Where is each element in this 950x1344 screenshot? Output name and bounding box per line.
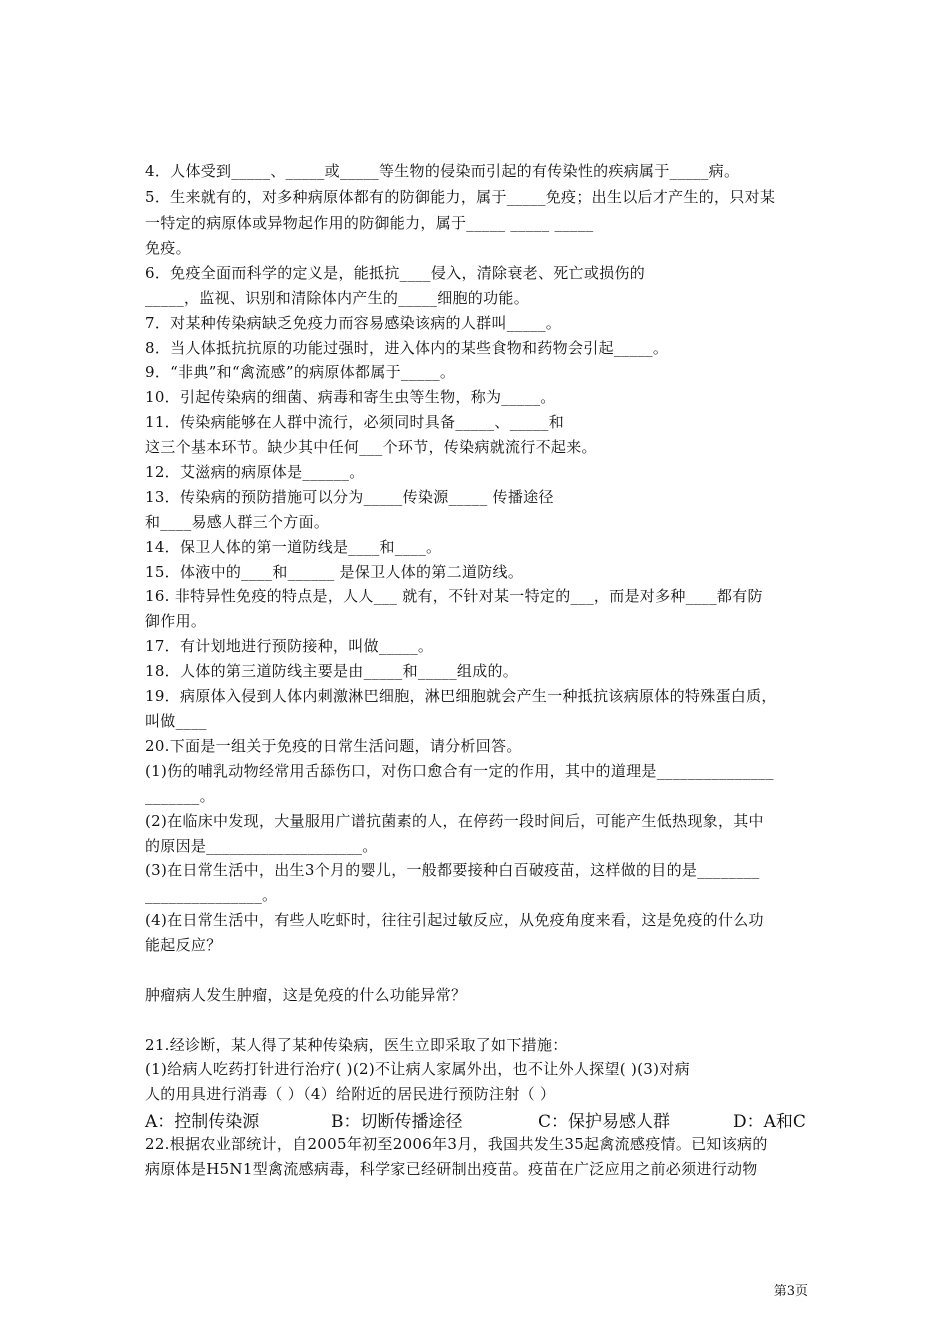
question-21-measures-line-1: (1)给病人吃药打针进行治疗( )(2)不让病人家属外出，也不让外人探望( )(3)对病: [145, 1060, 690, 1078]
page-number: 第3页: [773, 1284, 808, 1299]
answer-options: [145, 1107, 825, 1133]
question-22-line-1: 22.根据农业部统计，自2005年初至2006年3月，我国共发生35起禽流感疫情。已知该病的: [145, 1135, 768, 1153]
question-12-line: 12．艾滋病的病原体是______。: [145, 463, 365, 481]
option-a: A：控制传染源: [145, 1112, 260, 1132]
question-17-line: 17．有计划地进行预防接种，叫做_____。: [145, 637, 434, 655]
question-16-line-2: 御作用。: [145, 612, 207, 630]
question-11-line-1: 11．传染病能够在人群中流行，必须同时具备_____、_____和: [145, 413, 564, 431]
question-18-line: 18．人体的第三道防线主要是由_____和_____组成的。: [145, 662, 519, 680]
question-5-line-1: 5．生来就有的，对多种病原体都有的防御能力，属于_____免疫；出生以后才产生的，只对某: [145, 188, 776, 206]
question-5-line-3: 免疫。: [145, 239, 191, 257]
question-5-line-2: 一特定的病原体或异物起作用的防御能力，属于_____ _____ _____: [145, 214, 594, 232]
question-9-line: 9．“非典”和“禽流感”的病原体都属于_____。: [145, 363, 456, 381]
question-20-part-3-line-1: (3)在日常生活中，出生3个月的婴儿，一般都要接种白百破疫苗，这样做的目的是________: [145, 861, 760, 879]
question-20-part-1-line-1: (1)伤的哺乳动物经常用舌舔伤口，对伤口愈合有一定的作用，其中的道理是_______________: [145, 762, 774, 780]
question-6-line-1: 6．免疫全面而科学的定义是，能抵抗____侵入，清除衰老、死亡或损伤的: [145, 264, 646, 282]
option-b: B：切断传播途径: [331, 1112, 463, 1132]
question-21-intro: 21.经诊断，某人得了某种传染病，医生立即采取了如下措施：: [145, 1036, 568, 1054]
option-c: C：保护易感人群: [538, 1112, 671, 1132]
question-20-part-3-line-2: _______________。: [145, 886, 278, 904]
question-16-line-1: 16. 非特异性免疫的特点是，人人___ 就有，不针对某一特定的___，而是对多种____都有防: [145, 587, 763, 605]
question-13-line-2: 和____易感人群三个方面。: [145, 513, 330, 531]
question-19-line-1: 19．病原体入侵到人体内刺激淋巴细胞，淋巴细胞就会产生一种抵抗该病原体的特殊蛋白质，: [145, 687, 777, 705]
question-20-part-4-line-1: (4)在日常生活中，有些人吃虾时，往往引起过敏反应，从免疫角度来看，这是免疫的什么功: [145, 911, 764, 929]
question-20-part-4-line-2: 能起反应？: [145, 936, 222, 954]
question-21-measures-line-2: 人的用具进行消毒（ ）（4）给附近的居民进行预防注射（ ）: [145, 1085, 556, 1103]
question-22-line-2: 病原体是H5N1型禽流感病毒，科学家已经研制出疫苗。疫苗在广泛应用之前必须进行动物: [145, 1160, 758, 1178]
question-20-part-2-line-1: (2)在临床中发现，大量服用广谱抗菌素的人，在停药一段时间后，可能产生低热现象，其中: [145, 812, 764, 830]
question-7-line: 7．对某种传染病缺乏免疫力而容易感染该病的人群叫_____。: [145, 314, 562, 332]
question-10-line: 10．引起传染病的细菌、病毒和寄生虫等生物，称为_____。: [145, 388, 556, 406]
option-d: D：A和C: [733, 1112, 806, 1132]
question-8-line: 8．当人体抵抗抗原的功能过强时，进入体内的某些食物和药物会引起_____。: [145, 339, 669, 357]
question-20-part-2-line-2: 的原因是____________________。: [145, 837, 378, 855]
question-11-line-2: 这三个基本环节。缺少其中任何___个环节，传染病就流行不起来。: [145, 438, 597, 456]
question-20-tumor-line: 肿瘤病人发生肿瘤，这是免疫的什么功能异常？: [145, 986, 467, 1004]
question-14-line: 14．保卫人体的第一道防线是____和____。: [145, 538, 442, 556]
question-6-line-2: _____，监视、识别和清除体内产生的_____细胞的功能。: [145, 289, 530, 307]
question-13-line-1: 13．传染病的预防措施可以分为_____传染源_____ 传播途径: [145, 488, 554, 506]
question-15-line: 15．体液中的____和______ 是保卫人体的第二道防线。: [145, 563, 524, 581]
question-20-part-1-line-2: _______。: [145, 787, 215, 805]
question-19-line-2: 叫做____: [145, 712, 207, 730]
question-4-line: 4．人体受到_____、_____或_____等生物的侵染而引起的有传染性的疾病属于_____病。: [145, 162, 740, 180]
question-20-intro: 20.下面是一组关于免疫的日常生活问题，请分析回答。: [145, 737, 522, 755]
